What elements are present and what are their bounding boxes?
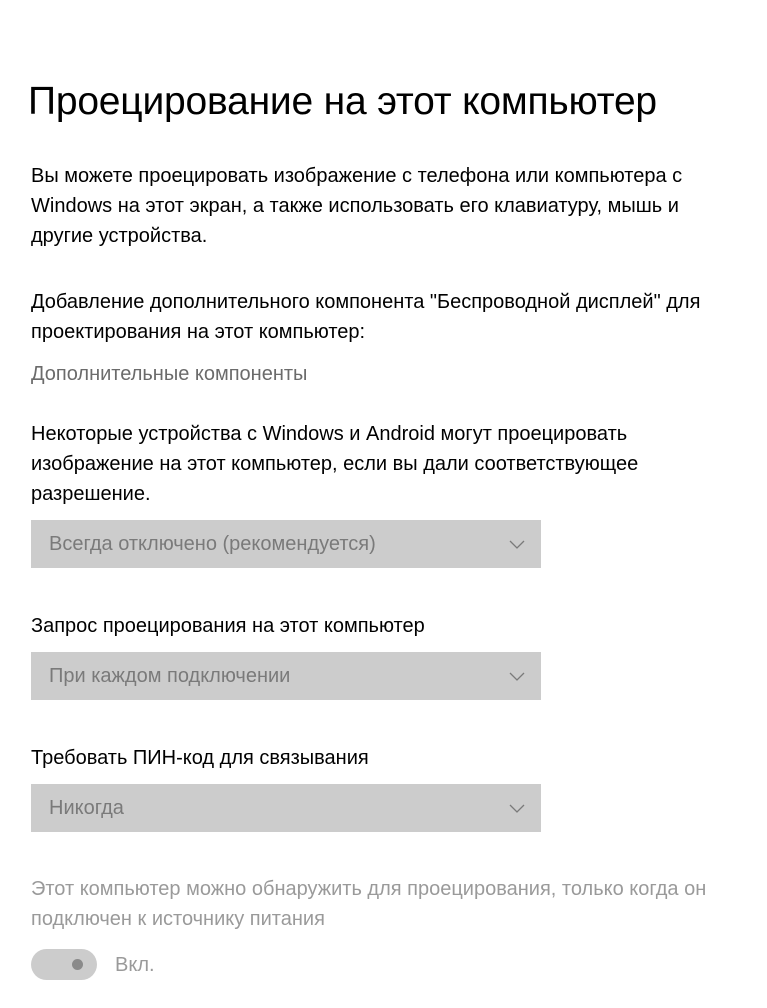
toggle-knob — [72, 959, 83, 970]
ask-to-project-dropdown[interactable] — [31, 652, 541, 700]
require-pin-value: Никогда — [49, 796, 124, 819]
ask-to-project-label: Запрос проецирования на этот компьютер — [31, 615, 425, 637]
optional-features-link[interactable]: Дополнительные компоненты — [31, 363, 308, 385]
chevron-down-icon — [507, 666, 527, 686]
power-only-toggle[interactable] — [31, 949, 97, 980]
chevron-down-icon — [507, 534, 527, 554]
availability-dropdown[interactable] — [31, 520, 541, 568]
page-title: Проецирование на этот компьютер — [28, 80, 657, 123]
permission-note: Некоторые устройства с Windows и Android могут проецировать изображение на этот компьютер, если вы дали соответствующее разрешение. — [31, 423, 639, 505]
availability-value: Всегда отключено (рекомендуется) — [49, 532, 376, 555]
ask-to-project-value: При каждом подключении — [49, 664, 291, 687]
intro-text: Вы можете проецировать изображение с телефона или компьютера с Windows на этот экран, а также использовать его клавиатуру, мышь и другие устройства. — [31, 165, 683, 247]
power-only-toggle-state: Вкл. — [115, 954, 155, 976]
wireless-display-note: Добавление дополнительного компонента "Беспроводной дисплей" для проектирования на этот компьютер: — [31, 291, 701, 343]
require-pin-dropdown[interactable] — [31, 784, 541, 832]
require-pin-label: Требовать ПИН-код для связывания — [31, 747, 369, 769]
chevron-down-icon — [507, 798, 527, 818]
power-only-description: Этот компьютер можно обнаружить для проецирования, только когда он подключен к источнику питания — [31, 878, 707, 930]
